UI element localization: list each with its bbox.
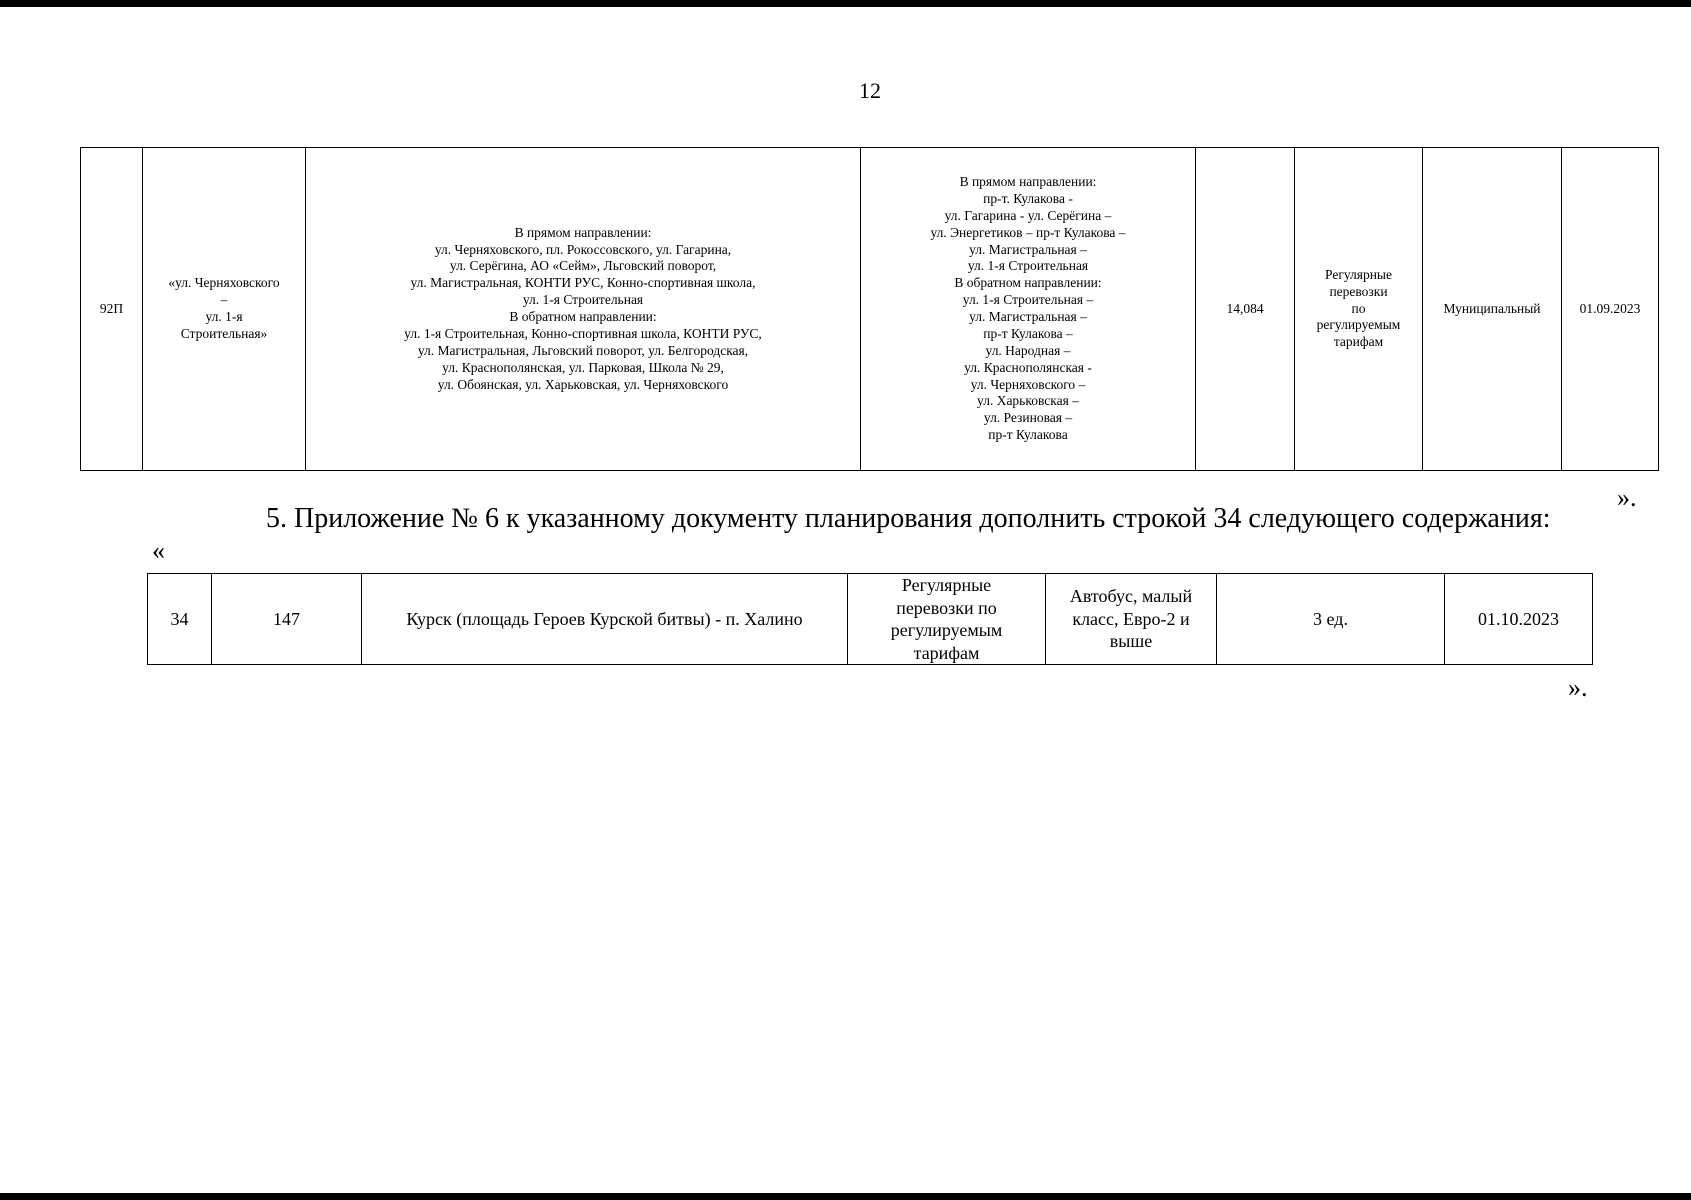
instruction-text: 5. Приложение № 6 к указанному документу планирования дополнить строкой 34 следующего содержания:	[266, 503, 1551, 534]
vehicle-cell: Автобус, малый класс, Евро-2 и выше	[1046, 574, 1217, 665]
row-number-cell: 34	[148, 574, 212, 665]
date-cell: 01.09.2023	[1562, 148, 1659, 471]
appendix-row-table	[147, 573, 1593, 665]
stops-cell: В прямом направлении: ул. Черняховского, пл. Рокоссовского, ул. Гагарина, ул. Серёгина, АО «Сейм», Льговский поворот, ул. Магистральная, КОНТИ РУС, Конно-спортивная школа, ул. 1-я Строительная В обратном направлении: ул. 1-я Строительная, Конно-спортивная школа, КОНТИ РУС, ул. Магистральная, Льговский поворот, ул. Белгородская, ул. Краснополянская, ул. Парковая, Школа № 29, ул. Обоянская, ул. Харьковская, ул. Черняховского	[306, 148, 861, 471]
closing-quote: ».	[1617, 483, 1637, 512]
transport-type-cell: Регулярные перевозки по регулируемым тарифам	[1295, 148, 1423, 471]
route-name-cell: «ул. Черняховского – ул. 1-я Строительная»	[143, 148, 306, 471]
transport-type-cell: Регулярные перевозки по регулируемым тарифам	[848, 574, 1046, 665]
page-number: 12	[859, 78, 881, 103]
owner-cell: Муниципальный	[1423, 148, 1562, 471]
table-row	[81, 148, 1659, 471]
routes-table	[80, 147, 1659, 471]
length-cell: 14,084	[1196, 148, 1295, 471]
scan-border-bottom	[0, 1193, 1691, 1200]
date-cell: 01.10.2023	[1445, 574, 1593, 665]
closing-quote: ».	[1568, 673, 1588, 702]
table-row	[148, 574, 1593, 665]
quantity-cell: 3 ед.	[1217, 574, 1445, 665]
route-number-cell: 147	[212, 574, 362, 665]
streets-cell: В прямом направлении: пр-т. Кулакова - ул. Гагарина - ул. Серёгина – ул. Энергетиков – пр-т Кулакова – ул. Магистральная – ул. 1-я Строительная В обратном направлении: ул. 1-я Строительная – ул. Магистральная – пр-т Кулакова – ул. Народная – ул. Краснополянская - ул. Черняховского – ул. Харьковская – ул. Резиновая – пр-т Кулакова	[861, 148, 1196, 471]
scan-border-top	[0, 0, 1691, 7]
opening-quote: «	[152, 536, 165, 565]
route-name-cell: Курск (площадь Героев Курской битвы) - п. Халино	[362, 574, 848, 665]
route-number-cell: 92П	[81, 148, 143, 471]
